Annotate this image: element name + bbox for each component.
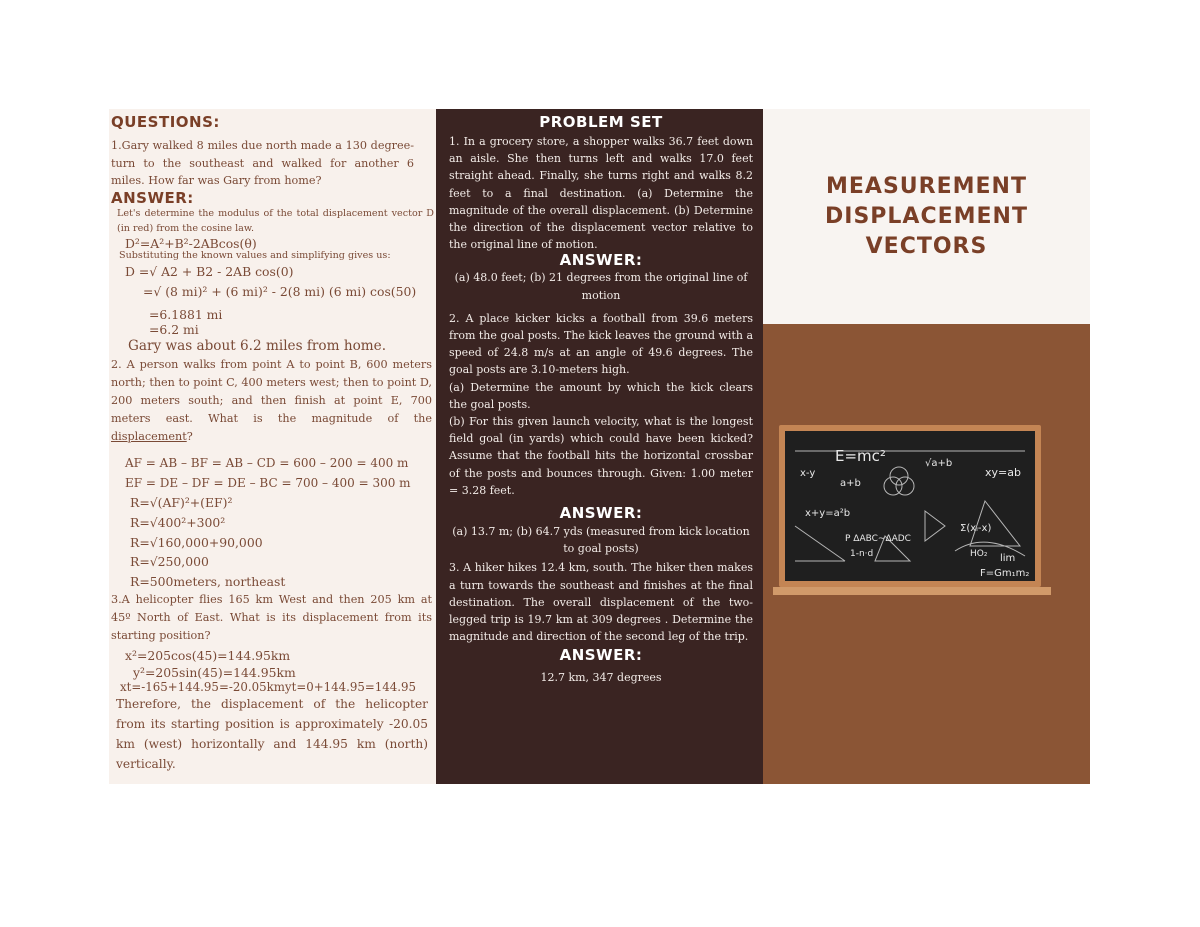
displacement-link[interactable]: displacement: [111, 429, 187, 443]
questions-panel: [109, 109, 436, 784]
chalk-formula: E=mc²: [835, 447, 886, 465]
answer-p2: (a) 13.7 m; (b) 64.7 yds (measured from kick location to goal posts): [452, 525, 750, 556]
chalkboard-ledge: [773, 587, 1051, 595]
problem-2-part-b: (b) For this given launch velocity, what is the longest field goal (in yards) which could have been kicked? Assume that the football hits the horizontal crossbar of the posts and bounces through. Given: 1.00 meter = 3.28 feet.: [449, 415, 753, 497]
chalk-formula: √a+b: [925, 458, 953, 469]
answer-heading-p2: ANSWER:: [559, 504, 643, 523]
answer-2-line-4: R=√400²+300²: [130, 514, 226, 530]
problem-set-panel: [436, 109, 763, 784]
answer-heading-p3: ANSWER:: [559, 646, 643, 665]
answer-1-intro: Let's determine the modulus of the total displacement vector D (in red) from the cosine law.: [117, 207, 434, 235]
answer-3-line-3: xt=-165+144.95=-20.05kmyt=0+144.95=144.95: [120, 680, 417, 695]
chalkboard-drawing: [785, 431, 1035, 581]
answer-1-substitution: Substituting the known values and simplifying gives us:: [119, 249, 391, 261]
chalk-formula: xy=ab: [985, 466, 1021, 479]
chalk-formula: lim: [1000, 553, 1016, 564]
question-2-end: ?: [186, 429, 193, 443]
answer-2-line-3: R=√(AF)²+(EF)²: [130, 495, 233, 511]
chalk-formula: P ΔABC~ΔADC: [845, 534, 911, 544]
problem-set-heading: PROBLEM SET: [539, 113, 663, 131]
chalk-formula: HO₂: [970, 549, 988, 559]
questions-heading: QUESTIONS:: [111, 113, 220, 131]
chalk-formula: Σ(xᵢ-x): [960, 523, 992, 534]
answer-2-line-6: R=√250,000: [130, 554, 209, 570]
title-panel: [763, 109, 1090, 784]
title-line-2: DISPLACEMENT: [825, 203, 1028, 229]
answer-1-conclusion: Gary was about 6.2 miles from home.: [128, 338, 387, 355]
problem-3: 3. A hiker hikes 12.4 km, south. The hiker then makes a turn towards the southeast and finishes at the final destination. The overall displacement of the two-legged trip is 19.7 km at 309 degrees . Determine the magnitude and direction of the second leg of the trip.: [449, 561, 753, 644]
answer-1-formula: D²=A²+B²-2ABcos(θ): [125, 235, 257, 251]
title-area: [763, 109, 1090, 324]
answer-1-line-1: D =√ A2 + B2 - 2AB cos(0): [125, 263, 294, 279]
question-1: 1.Gary walked 8 miles due north made a 130 degree-turn to the southeast and walked for another 6 miles. How far was Gary from home?: [111, 139, 414, 188]
answer-p3: 12.7 km, 347 degrees: [540, 671, 662, 685]
title-line-1: MEASUREMENT: [826, 173, 1027, 199]
answer-1-line-3: =6.1881 mi: [149, 307, 223, 323]
chalk-formula: a+b: [840, 478, 861, 489]
answer-1-line-2: =√ (8 mi)² + (6 mi)² - 2(8 mi) (6 mi) cos(50): [143, 284, 417, 300]
problem-2-part-a: (a) Determine the amount by which the kick clears the goal posts.: [449, 380, 753, 411]
question-2: [111, 356, 436, 445]
answer-2-line-7: R=500meters, northeast: [130, 573, 286, 589]
answer-3-line-1: x²=205cos(45)=144.95km: [125, 648, 291, 664]
problem-1: 1. In a grocery store, a shopper walks 36.7 feet down an aisle. She then turns left and walks 17.0 feet straight ahead. Finally, she turns right and walks 8.2 feet to a final destination. (a) Determine the magnitude of the overall displacement. (b) Determine the direction of the displacement vector relative to the original line of motion.: [449, 135, 753, 252]
chalk-formula: x-y: [800, 468, 816, 479]
answer-heading-1: ANSWER:: [111, 188, 194, 207]
chalk-formula: 1-n·d: [850, 549, 874, 559]
question-3: 3.A helicopter flies 165 km West and then 205 km at 45º North of East. What is its displacement from its starting position?: [111, 593, 432, 643]
chalkboard-frame: [779, 425, 1041, 587]
answer-3-line-2: y²=205sin(45)=144.95km: [133, 665, 296, 681]
title-line-3: VECTORS: [865, 233, 988, 259]
chalk-formula: x+y=a²b: [805, 508, 851, 519]
answer-2-line-1: AF = AB – BF = AB – CD = 600 – 200 = 400 m: [125, 456, 409, 471]
answer-heading-p1: ANSWER:: [559, 251, 643, 270]
answer-1-line-4: =6.2 mi: [149, 322, 199, 338]
chalkboard-image: [785, 431, 1035, 581]
answer-2-line-5: R=√160,000+90,000: [130, 534, 263, 550]
answer-3-conclusion: Therefore, the displacement of the helicopter from its starting position is approximately -20.05 km (west) horizontally and 144.95 km (north) vertically.: [116, 697, 428, 772]
question-2-text: 2. A person walks from point A to point B, 600 meters north; then to point C, 400 meters west; then to point D, 200 meters south; and then finish at point E, 700 meters east. What is the magnitude of the: [111, 358, 432, 425]
chalk-formula: F=Gm₁m₂: [980, 568, 1030, 579]
problem-2-intro: 2. A place kicker kicks a football from 39.6 meters from the goal posts. The kick leaves the ground with a speed of 24.8 m/s at an angle of 49.6 degrees. The goal posts are 3.10-meters high.: [449, 311, 754, 377]
answer-p1: (a) 48.0 feet; (b) 21 degrees from the original line of motion: [454, 271, 748, 302]
chalkboard-background: [763, 324, 1090, 784]
answer-2-line-2: EF = DE – DF = DE – BC = 700 – 400 = 300 m: [125, 476, 411, 491]
